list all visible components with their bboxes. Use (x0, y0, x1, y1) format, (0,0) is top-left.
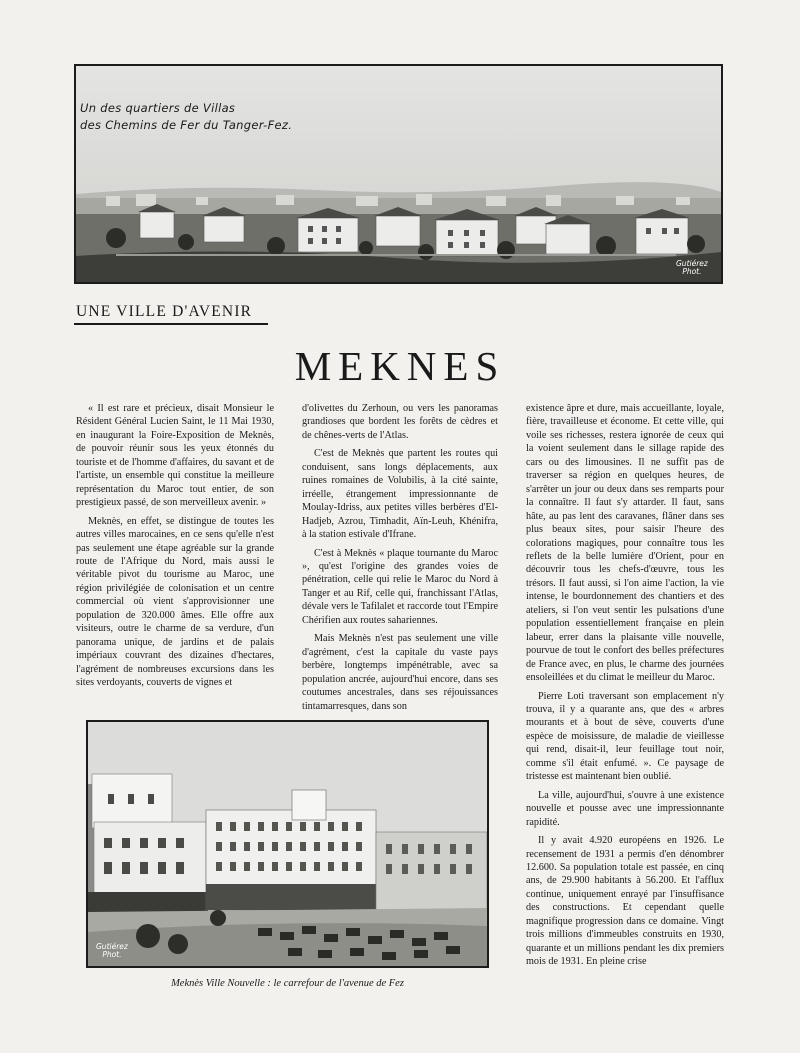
panorama-photo (74, 64, 723, 284)
street-photo-caption: Meknès Ville Nouvelle : le carrefour de l'avenue de Fez (171, 978, 404, 989)
panorama-caption-line: Un des quartiers de Villas (80, 101, 236, 115)
text-column-1 (76, 402, 274, 690)
panorama-image (76, 66, 721, 282)
paragraph: Pierre Loti traversant son emplacement n'y trouva, il y a quarante ans, que des « arbres mourants et à bout de sève, couverts d'une espèce de moisissure, de maladie de vieillesse qui rend, disait-il, leur feuillage tout noir, comme s'il était enfumé. ». Ce paysage de tristesse est maintenant bien oublié. (526, 690, 724, 783)
signature-suffix: Phot. (682, 267, 702, 276)
street-image (88, 722, 487, 966)
paragraph: C'est à Meknès « plaque tournante du Maroc », qu'est l'origine des grandes voies de pénétration, celle qui relie le Maroc du Nord à Tanger et au Rif, celle qui, franchissant l'Atlas, dévale vers le Tafilalet et raccorde tout l'Empire Chérifien aux routes sahariennes. (302, 547, 498, 626)
article-title: MEKNES (294, 343, 506, 389)
paragraph: La ville, aujourd'hui, s'ouvre à une existence nouvelle et pousse avec une impressionnante rapidité. (526, 789, 724, 828)
paragraph: C'est de Meknès que partent les routes qui conduisent, sans longs déplacements, aux ruines romaines de Volubilis, à la cité sainte, irréelle, étrangement impressionnante de Moulay-Idriss, aux petites villes berbères d'El-Hadjeb, Azrou, Timhadit, Aïn-Leuh, Khénifra, à la station estivale d'Ifrane. (302, 448, 498, 541)
paragraph: d'olivettes du Zerhoun, ou vers les panoramas grandioses que bordent les forêts de cèdres et de chênes-verts de l'Atlas. (302, 403, 498, 441)
paragraph: « Il est rare et précieux, disait Monsieur le Résident Général Lucien Saint, le 11 Mai 1930, en inaugurant la Foire-Exposition de Meknès, de pouvoir réunir sous les yeux étonnés du touriste et de l'homme d'affaires, du savant et de l'artiste, un ensemble qui constitue la meilleure représentation du Maroc tout entier, de son prestigieux passé, de son merveilleux avenir. » (76, 403, 274, 509)
text-column-2 (302, 402, 498, 713)
panorama-caption (80, 100, 292, 134)
section-heading-underline (74, 323, 268, 325)
panorama-caption-line: des Chemins de Fer du Tanger-Fez. (80, 118, 293, 132)
panorama-photographer-signature (676, 260, 708, 276)
street-photographer-signature (96, 943, 128, 959)
paragraph: Meknès, en effet, se distingue de toutes les autres villes marocaines, en ce sens qu'elle n'est pas seulement une étape agréable sur la grande route de l'Afrique du Nord, mais aussi le véritable pivot du tourisme au Maroc, une région privilégiée de colonisation et un centre commercial où vient s'approvisionner une population de 320.000 âmes. Elle offre aux visiteurs, outre le charme de sa verdure, d'un panorama unique, de jardins et de palais impériaux couvrant des dizaines d'hectares, l'agrément de nombreuses excursions dans les sites verdoyants, couverts de vignes et (76, 515, 274, 689)
signature-suffix: Phot. (102, 950, 122, 959)
signature-name: Gutiérez (96, 942, 128, 951)
text-column-3 (526, 402, 724, 969)
section-heading: UNE VILLE D'AVENIR (76, 303, 253, 320)
paragraph: Mais Meknès n'est pas seulement une ville d'agrément, c'est la capitale du vaste pays berbère, longtemps impénétrable, avec sa population ancrée, aujourd'hui encore, dans ses coutumes ancestrales, dans ses réjouissances tintamarresques, dans son (302, 633, 498, 712)
signature-name: Gutiérez (676, 259, 708, 268)
paragraph: existence âpre et dure, mais accueillante, loyale, fière, travailleuse et économe. Et cette ville, qui voile ses richesses, restera ignorée de ceux qui la voient seulement dans le sillage rapide des cars ou des limousines. Il ne suffit pas de traverser sa région en quelques heures, de s'arrêter un jour ou deux dans ses remparts pour la connaître. Il faut s'y attarder. Il faut, sans hâte, au pas lent des caravanes, flâner dans ses plus beaux sites, pour saisir l'heure des colorations magiques, pour connaître tous les reflets de la belle lumière d'Orient, pour en découvrir tous les chefs-d'œuvre, tous les trésors. Il faut aussi, si l'on aime l'action, la vie intense, le bourdonnement des chantiers et des ateliers, si l'on veut sentir les pulsations d'une population essentiellement française en plein labeur, errer dans la plaisante ville nouvelle, pourvue de tout le confort des belles préfectures de France avec, en plus, le charme des journées ensoleillées et du climat le meilleur du Maroc. (526, 403, 724, 684)
street-photo (86, 720, 489, 968)
paragraph: Il y avait 4.920 européens en 1926. Le recensement de 1931 a permis d'en dénombrer 12.600. Sa population totale est passée, en cinq ans, de 29.900 habitants à 56.200. Et l'afflux continue, uniquement enrayé par l'insuffisance des constructions. Et cependant quelle magnifique progression dans ce domaine. Vingt trois millions d'immeubles construits en 1930, quarante et un millions pendant les dix premiers mois de 1931. En pleine crise (526, 835, 724, 968)
